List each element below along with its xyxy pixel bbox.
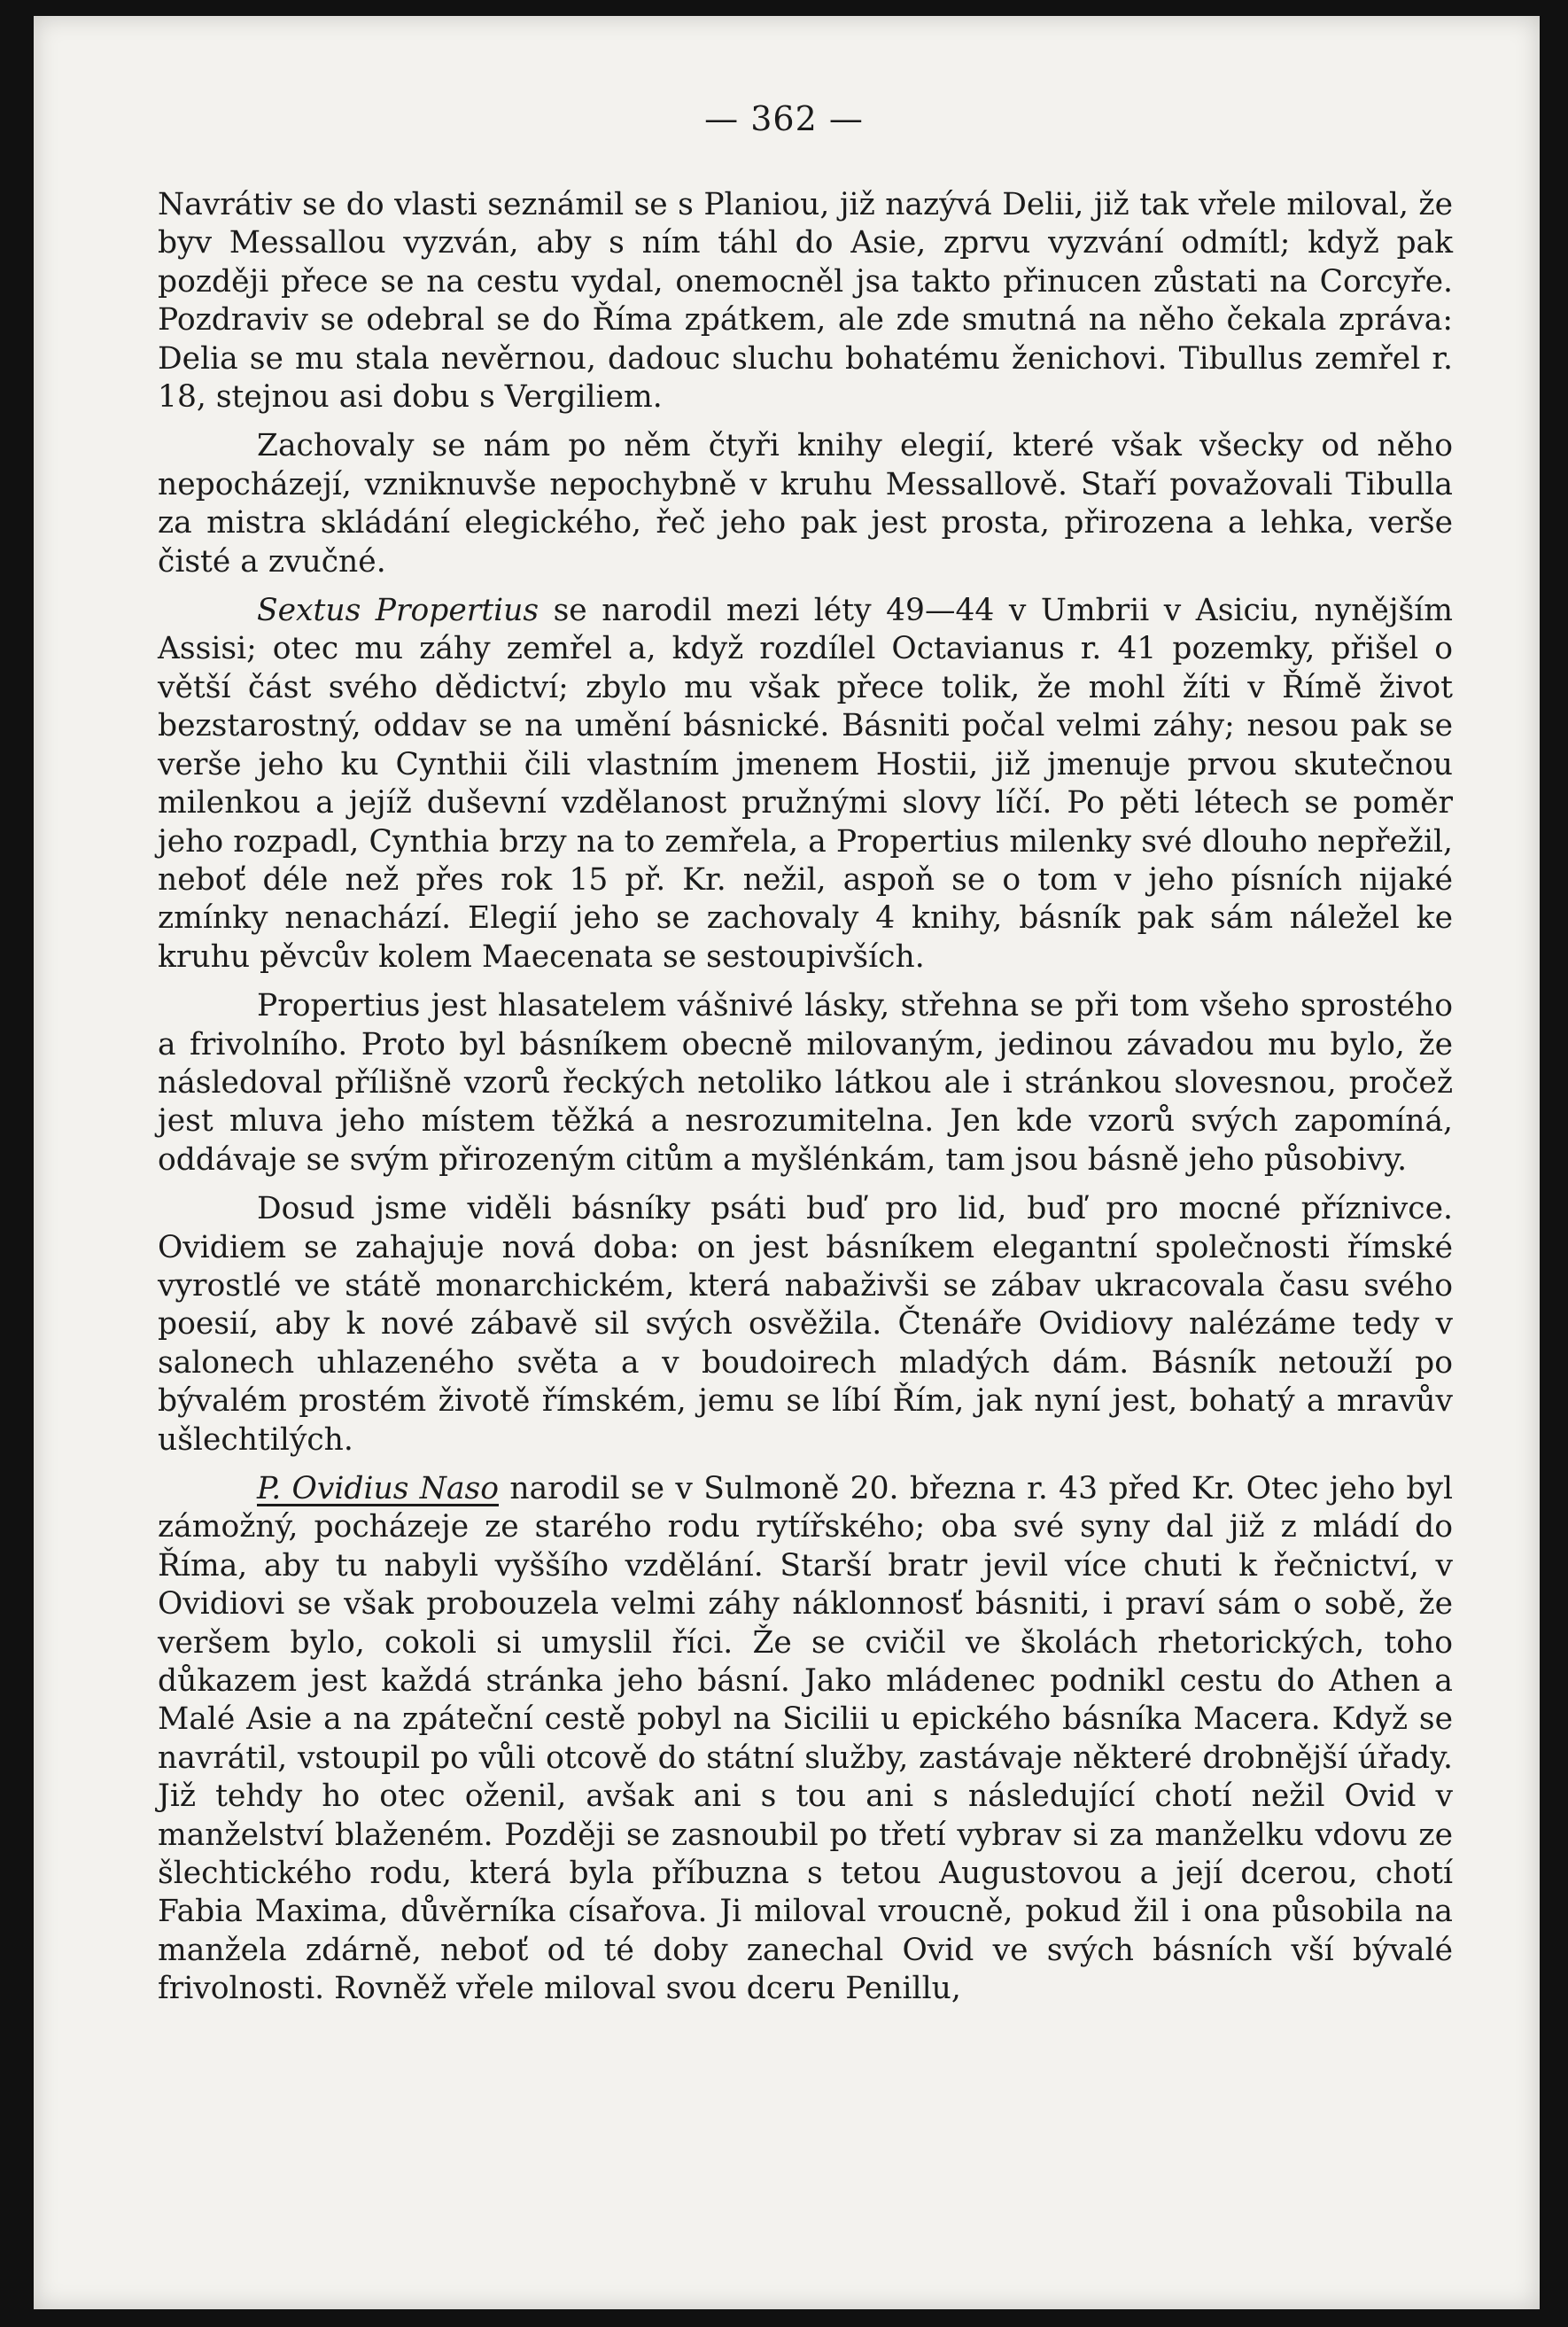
paragraph-ovid-intro: Dosud jsme viděli básníky psáti buď pro lid, buď pro mocné příznivce. Ovidiem se zahajuje nová doba: on jest básníkem elegantní společnosti římské vyrostlé ve státě monarchickém, která nabaživši se zábav ukracovala času svého poesií, aby k nové zábavě sil svých osvěžila. Čtenáře Ovidiovy nalézáme tedy v salonech uhlazeného světa a v boudoirech mladých dám. Básník netouží po bývalém prostém životě římském, jemu se líbí Řím, jak nyní jest, bohatý a mravův ušlechtilých. <box>158 1191 1453 1458</box>
paragraph-tibullus-return: Navrátiv se do vlasti seznámil se s Planiou, již nazývá Delii, již tak vřele miloval, že byv Messallou vyzván, aby s ním táhl do Asie, zprvu vyzvání odmítl; když pak později přece se na cestu vydal, onemocněl jsa takto přinucen zůstati na Corcyře. Pozdraviv se odebral se do Říma zpátkem, ale zde smutná na něho čekala zpráva: Delia se mu stala nevěrnou, dadouc sluchu bohatému ženichovi. Tibullus zemřel r. 18, stejnou asi dobu s Vergiliem. <box>158 187 1453 416</box>
paragraph-propertius-style: Propertius jest hlasatelem vášnivé lásky, střehna se při tom všeho sprostého a frivolního. Proto byl básníkem obecně milovaným, jedinou závadou mu bylo, že následoval přílišně vzorů řeckých netoliko látkou ale i stránkou slovesnou, pročež jest mluva jeho místem těžká a nesrozumitelna. Jen kde vzorů svých zapomíná, oddávaje se svým přirozeným citům a myšlénkám, tam jsou básně jeho působivy. <box>158 988 1453 1178</box>
page-text <box>158 186 1453 2020</box>
ovid-name: P. Ovidius Naso <box>257 1471 499 1506</box>
page-number: — 362 — <box>704 99 864 138</box>
paragraph-ovid-life <box>158 1470 1453 2009</box>
propertius-life-text: se narodil mezi léty 49—44 v Umbrii v Asiciu, nynějším Assisi; otec mu záhy zemřel a, když rozdílel Octavianus r. 41 pozemky, přišel o větší část svého dědictví; zbylo mu však přece tolik, že mohl žíti v Římě život bezstarostný, oddav se na umění básnické. Básniti počal velmi záhy; nesou pak se verše jeho ku Cynthii čili vlastním jmenem Hostii, již jmenuje prvou skutečnou milenkou a jejíž duševní vzdělanost pružnými slovy líčí. Po pěti létech se poměr jeho rozpadl, Cynthia brzy na to zemřela, a Propertius milenky své dlouho nepřežil, neboť déle než přes rok 15 př. Kr. nežil, aspoň se o tom v jeho písních nijaké zmínky nenachází. Elegií jeho se zachovaly 4 knihy, básník pak sám náležel ke kruhu pěvcův kolem Maecenata se sestoupivších. <box>158 593 1453 975</box>
paragraph-tibullus-elegies: Zachovaly se nám po něm čtyři knihy elegií, které však všecky od něho nepocházejí, vzniknuvše nepochybně v kruhu Messallově. Staří považovali Tibulla za mistra skládání elegického, řeč jeho pak jest prosta, přirozena a lehka, verše čisté a zvučné. <box>158 428 1453 580</box>
ovid-life-text: narodil se v Sulmoně 20. března r. 43 před Kr. Otec jeho byl zámožný, pocházeje ze starého rodu rytířského; oba své syny dal již z mládí do Říma, aby tu nabyli vyššího vzdělání. Starší bratr jevil více chuti k řečnictví, v Ovidiovi se však probouzela velmi záhy náklonnosť básniti, i praví sám o sobě, že veršem bylo, cokoli si umyslil říci. Že se cvičil ve školách rhetorických, toho důkazem jest každá stránka jeho básní. Jako mládenec podnikl cestu do Athen a Malé Asie a na zpáteční cestě pobyl na Sicilii u epického básníka Macera. Když se navrátil, vstoupil po vůli otcově do státní služby, zastávaje některé drobnější úřady. Již tehdy ho otec oženil, avšak ani s tou ani s následující chotí nežil Ovid v manželství blaženém. Později se zasnoubil po třetí vybrav si za manželku vdovu ze šlechtického rodu, která byla příbuzna s tetou Augustovou a její dcerou, chotí Fabia Maxima, důvěrníka císařova. Ji miloval vroucně, pokud žil i ona působila na manžela zdárně, neboť od té doby zanechal Ovid ve svých básních vší bývalé frivolnosti. Rovněž vřele miloval svou dceru Penillu, <box>158 1471 1453 2007</box>
paragraph-propertius-life <box>158 592 1453 977</box>
propertius-name: Sextus Propertius <box>257 593 539 629</box>
